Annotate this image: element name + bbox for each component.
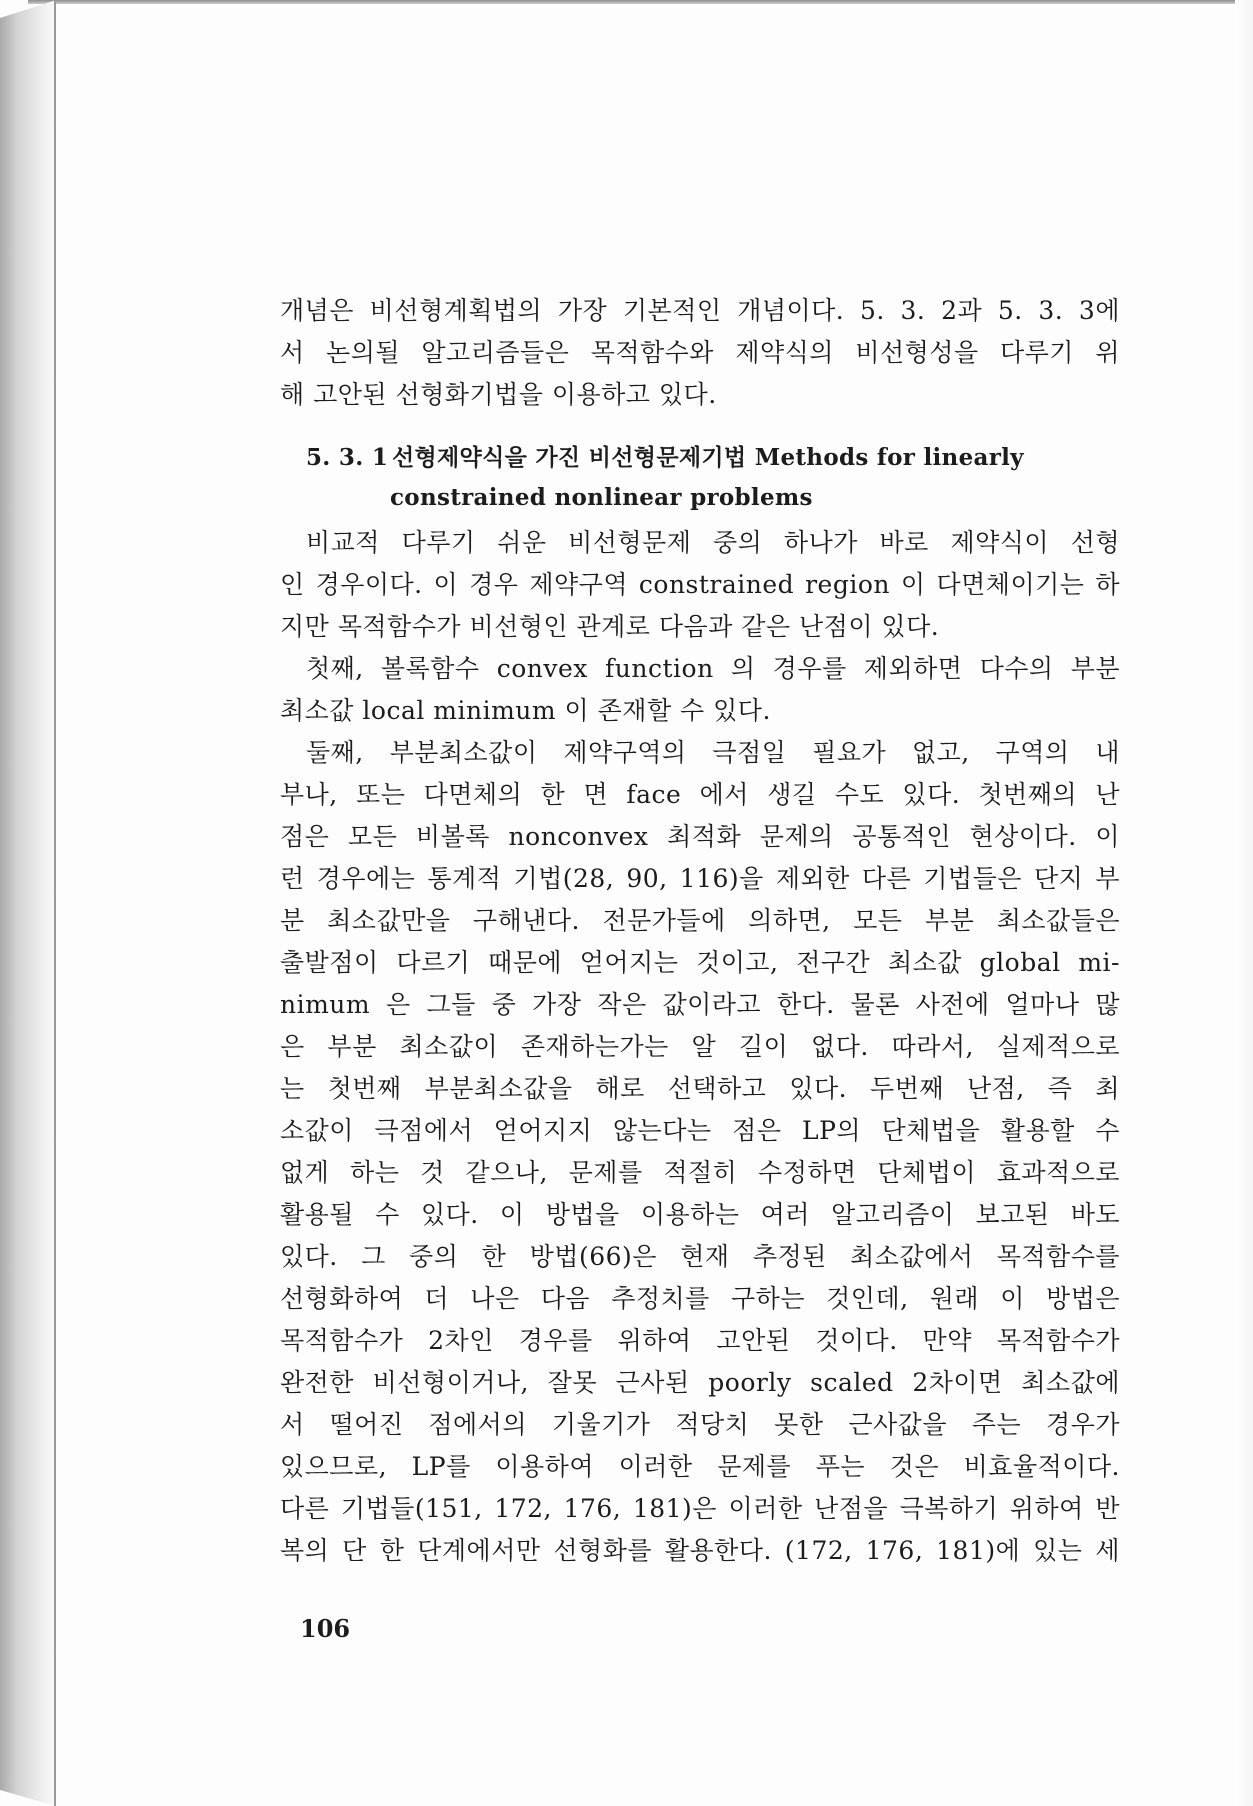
section-number: 5. 3. 1 xyxy=(306,444,389,471)
text-line: 최소값 local minimum 이 존재할 수 있다. xyxy=(280,696,771,725)
text-line: 선형화하여 더 나은 다음 추정치를 구하는 것인데, 원래 이 방법은 xyxy=(280,1284,1120,1313)
text-line: 완전한 비선형이거나, 잘못 근사된 poorly scaled 2차이면 최소값에 xyxy=(280,1368,1120,1397)
text-line: 점은 모든 비볼록 nonconvex 최적화 문제의 공통적인 현상이다. 이 xyxy=(280,822,1120,851)
paragraph-3 xyxy=(280,732,1120,1572)
page-top-edge xyxy=(28,0,1253,4)
text-line: 출발점이 다르기 때문에 얻어지는 것이고, 전구간 최소값 global mi- xyxy=(280,948,1120,977)
text-line: 다른 기법들(151, 172, 176, 181)은 이러한 난점을 극복하기 위하여 반 xyxy=(280,1494,1120,1523)
page-number: 106 xyxy=(300,1614,351,1643)
text-line: 복의 단 한 단계에서만 선형화를 활용한다. (172, 176, 181)에 있는 세 xyxy=(280,1536,1120,1565)
text-line: 인 경우이다. 이 경우 제약구역 constrained region 이 다면체이기는 하 xyxy=(280,570,1120,599)
page-body-text xyxy=(280,290,1120,1572)
section-heading-line-1 xyxy=(280,438,1120,478)
text-line: 소값이 극점에서 얻어지지 않는다는 점은 LP의 단체법을 활용할 수 xyxy=(280,1116,1120,1145)
text-line: 없게 하는 것 같으나, 문제를 적절히 수정하면 단체법이 효과적으로 xyxy=(280,1158,1120,1187)
text-line: 서 논의될 알고리즘들은 목적함수와 제약식의 비선형성을 다루기 위 xyxy=(280,338,1120,367)
spine-edge-line xyxy=(54,0,56,1806)
text-line: 는 첫번째 부분최소값을 해로 선택하고 있다. 두번째 난점, 즉 최 xyxy=(280,1074,1120,1103)
text-line: 지만 목적함수가 비선형인 관계로 다음과 같은 난점이 있다. xyxy=(280,612,940,641)
section-heading xyxy=(280,438,1120,518)
text-line: 있다. 그 중의 한 방법(66)은 현재 추정된 최소값에서 목적함수를 xyxy=(280,1242,1120,1271)
section-title: 선형제약식을 가진 비선형문제기법 Methods for linearly xyxy=(392,444,1024,471)
paragraph-2 xyxy=(280,648,1120,732)
text-line: 있으므로, LP를 이용하여 이러한 문제를 푸는 것은 비효율적이다. xyxy=(280,1452,1120,1481)
text-line: 활용될 수 있다. 이 방법을 이용하는 여러 알고리즘이 보고된 바도 xyxy=(280,1200,1120,1229)
text-line: 분 최소값만을 구해낸다. 전문가들에 의하면, 모든 부분 최소값들은 xyxy=(280,906,1120,935)
section-heading-line-2: constrained nonlinear problems xyxy=(390,484,813,511)
text-line: 서 떨어진 점에서의 기울기가 적당치 못한 근사값을 주는 경우가 xyxy=(280,1410,1120,1439)
text-line: 개념은 비선형계획법의 가장 기본적인 개념이다. 5. 3. 2과 5. 3. 3에 xyxy=(280,296,1120,325)
text-line: 부나, 또는 다면체의 한 면 face 에서 생길 수도 있다. 첫번째의 난 xyxy=(280,780,1120,809)
text-line: 첫째, 볼록함수 convex function 의 경우를 제외하면 다수의 부분 xyxy=(306,654,1120,683)
text-line: 목적함수가 2차인 경우를 위하여 고안된 것이다. 만약 목적함수가 xyxy=(280,1326,1120,1355)
text-line: 해 고안된 선형화기법을 이용하고 있다. xyxy=(280,380,717,409)
text-line: 비교적 다루기 쉬운 비선형문제 중의 하나가 바로 제약식이 선형 xyxy=(306,528,1120,557)
book-spine xyxy=(0,0,56,1806)
paragraph-1 xyxy=(280,522,1120,648)
text-line: nimum 은 그들 중 가장 작은 값이라고 한다. 물론 사전에 얼마나 많 xyxy=(280,990,1120,1019)
page-right-edge xyxy=(1235,0,1253,1806)
text-line: 은 부분 최소값이 존재하는가는 알 길이 없다. 따라서, 실제적으로 xyxy=(280,1032,1120,1061)
text-line: 런 경우에는 통계적 기법(28, 90, 116)을 제외한 다른 기법들은 단지 부 xyxy=(280,864,1120,893)
intro-paragraph xyxy=(280,290,1120,416)
text-line: 둘째, 부분최소값이 제약구역의 극점일 필요가 없고, 구역의 내 xyxy=(306,738,1120,767)
